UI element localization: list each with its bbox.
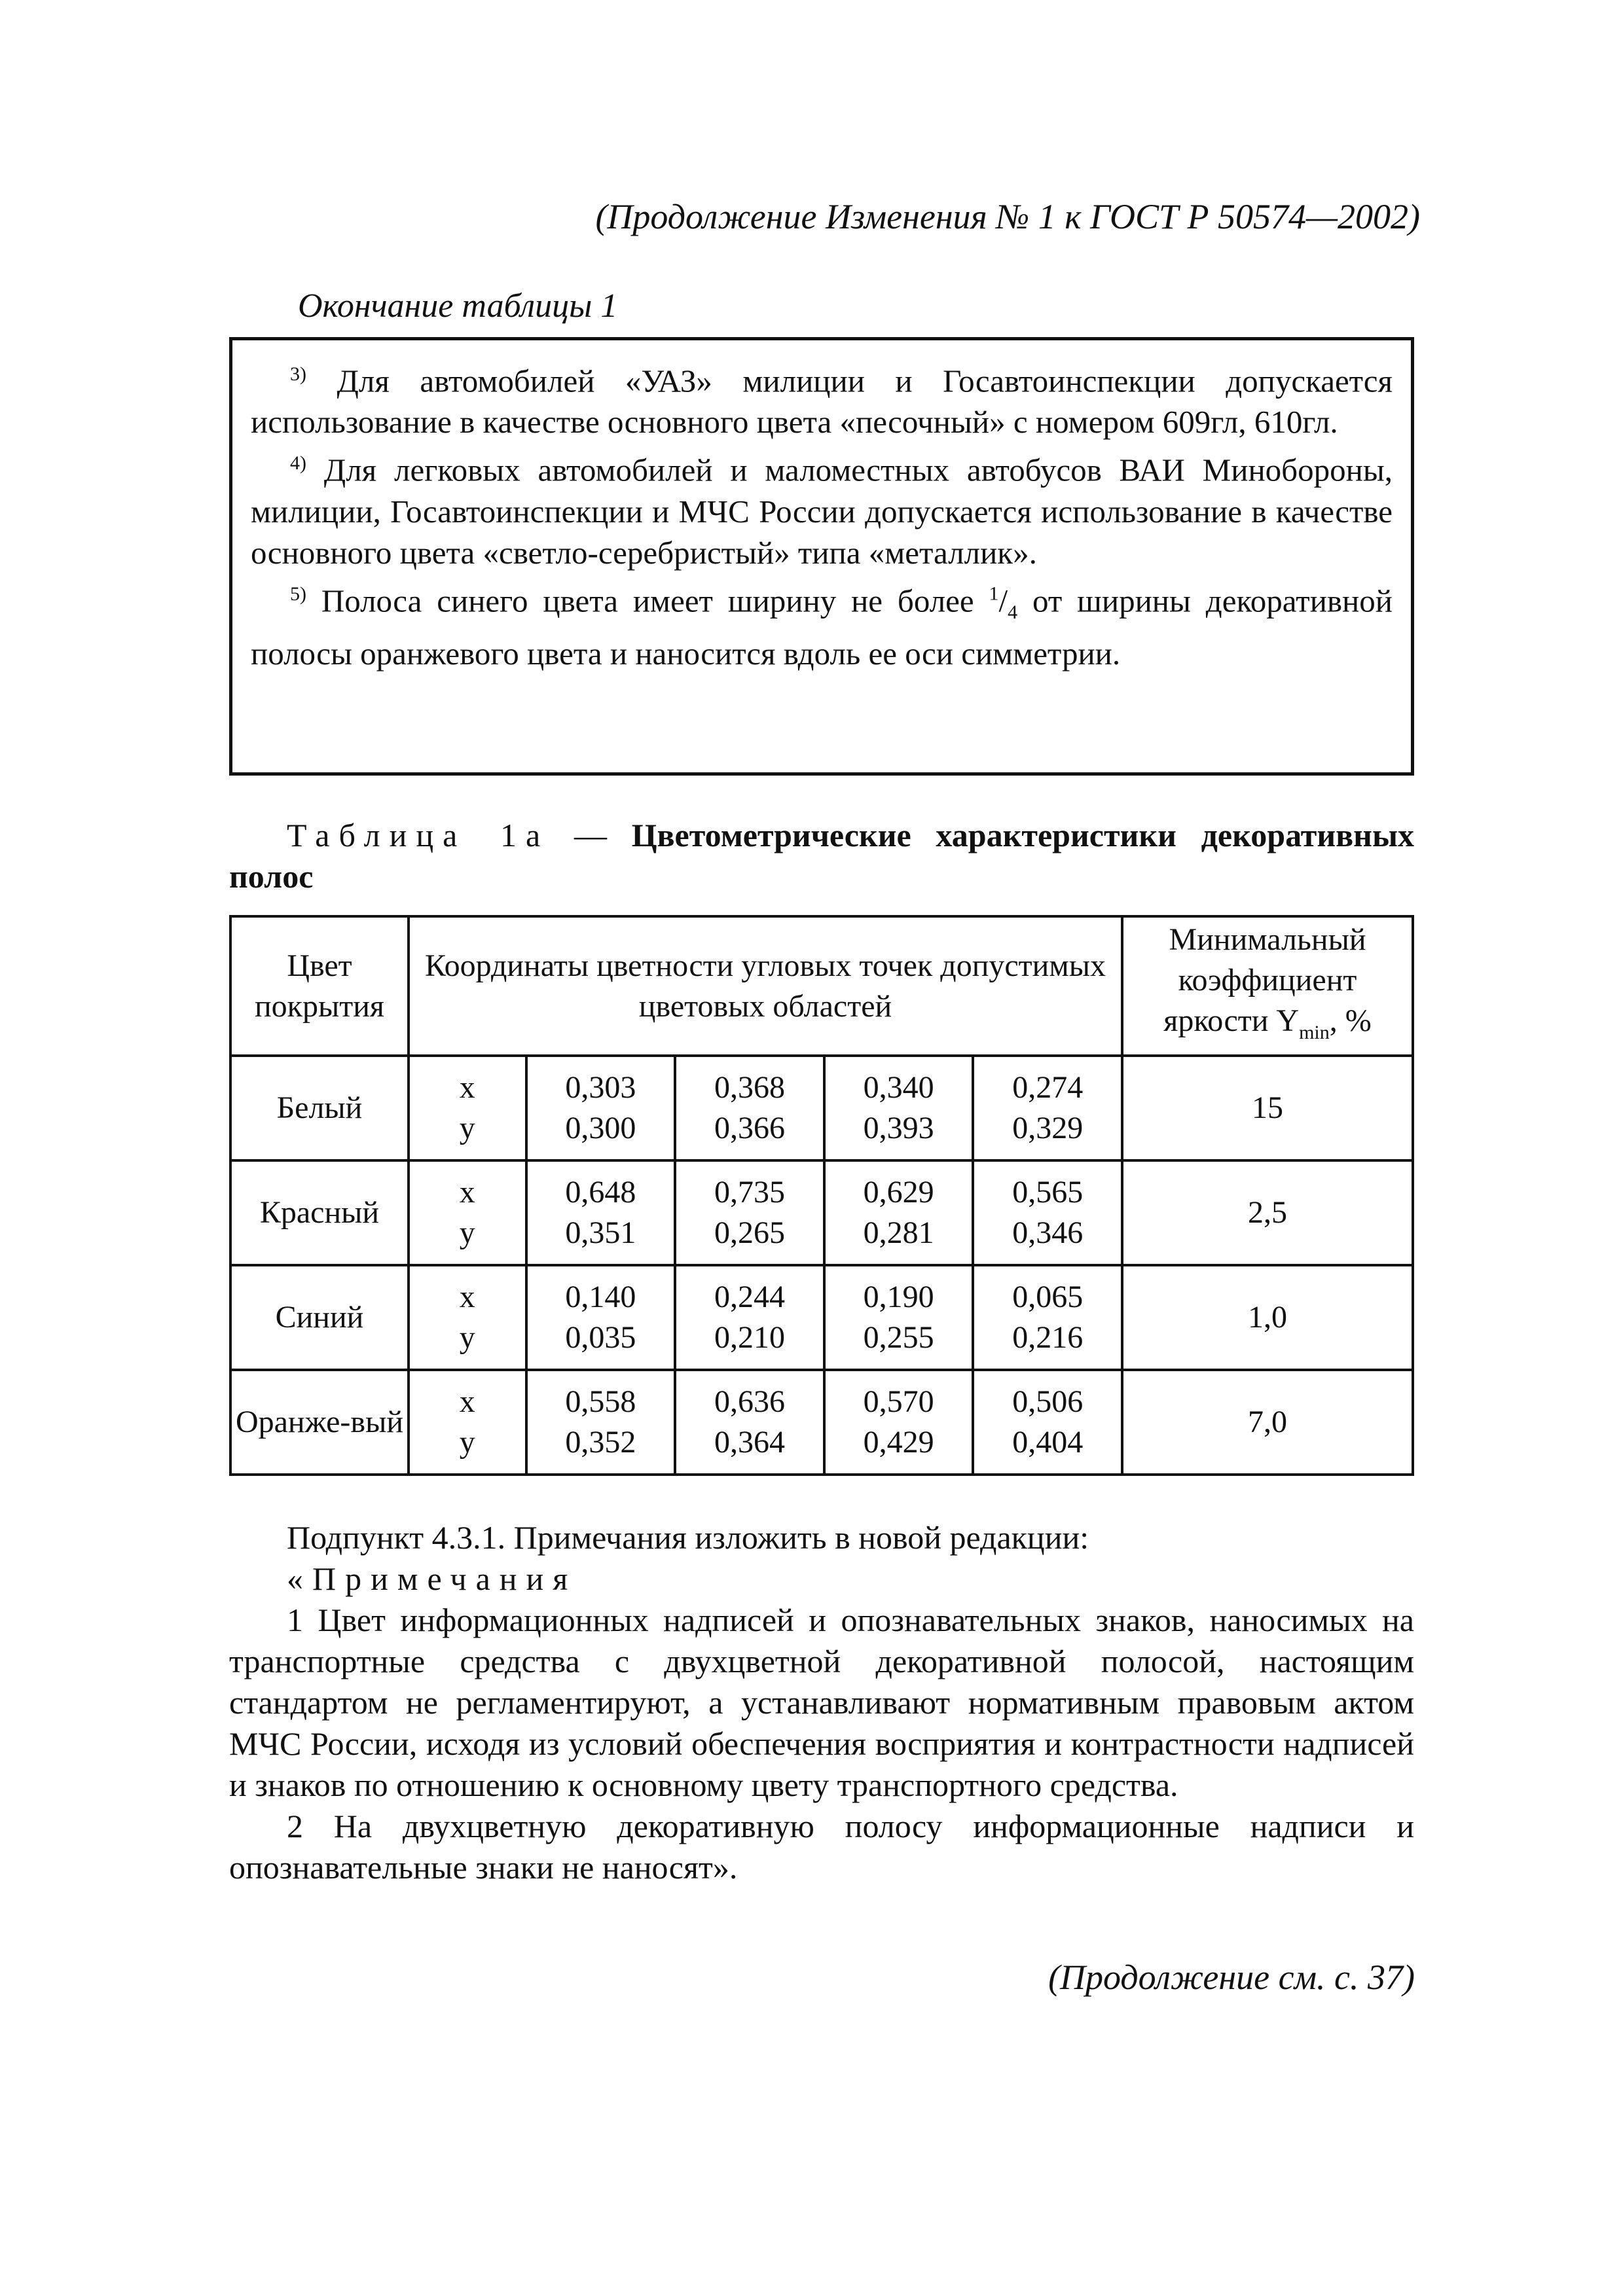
cell-axis: x y — [409, 1160, 526, 1265]
cell-ymin: 15 — [1122, 1056, 1413, 1160]
table1a-caption — [229, 815, 1414, 897]
cell-color: Оранже-вый — [230, 1370, 409, 1475]
cell-point-2: 0,368 0,366 — [675, 1056, 824, 1160]
footnote-mark: 5) — [290, 583, 306, 605]
note-1: 1 Цвет информационных надписей и опознавательных знаков, наносимых на транспортные средства с двухцветной декоративной полосой, настоящим стандартом не регламентируют, а устанавливают нормативным правовым актом МЧС России, исходя из условий обеспечения восприятия и контрастности надписей и знаков по отношению к основному цвету транспортного средства. — [229, 1602, 1414, 1803]
header-color: Цвет покрытия — [230, 916, 409, 1056]
table-row — [230, 1370, 1413, 1475]
cell-point-3: 0,340 0,393 — [824, 1056, 974, 1160]
cell-point-2: 0,735 0,265 — [675, 1160, 824, 1265]
cell-point-1: 0,303 0,300 — [526, 1056, 676, 1160]
footnote-text: Для легковых автомобилей и маломестных автобусов ВАИ Минобороны, милиции, Госавтоинспекции и МЧС России допускается использование в качестве основного цвета «светло-серебристый» типа «металлик». — [251, 452, 1393, 571]
note-2: 2 На двухцветную декоративную полосу информационные надписи и опознавательные знаки не наносят». — [229, 1808, 1414, 1886]
cell-color: Синий — [230, 1265, 409, 1370]
page-footer: (Продолжение см. с. 37) — [1048, 1958, 1415, 1997]
footnote-text: Для автомобилей «УАЗ» милиции и Госавтоинспекции допускается использование в качестве основного цвета «песочный» с номером 609гл, 610гл. — [251, 363, 1393, 440]
cell-ymin: 1,0 — [1122, 1265, 1413, 1370]
page-header: (Продолжение Изменения № 1 к ГОСТ Р 50574—2002) — [595, 197, 1420, 236]
footnote-3 — [251, 353, 1393, 442]
cell-point-2: 0,244 0,210 — [675, 1265, 824, 1370]
footnote-5 — [251, 573, 1393, 674]
footnote-text: Полоса синего цвета имеет ширину не более — [306, 582, 989, 619]
cell-point-4: 0,506 0,404 — [973, 1370, 1122, 1475]
caption-dash: — — [549, 817, 632, 853]
notes-heading: «Примечания — [287, 1560, 577, 1597]
body-text — [229, 1517, 1414, 1888]
footnote-4 — [251, 442, 1393, 573]
fraction-numerator: 1 — [989, 583, 999, 605]
footnote-text: от ширины декоративной полосы оранжевого цвета и наносится вдоль ее оси симметрии. — [251, 582, 1393, 672]
header-ymin-subscript: min — [1299, 1021, 1330, 1043]
cell-color: Красный — [230, 1160, 409, 1265]
fraction: $^1/_4$ — [989, 582, 1018, 623]
table-row — [230, 1160, 1413, 1265]
cell-point-3: 0,570 0,429 — [824, 1370, 974, 1475]
cell-color: Белый — [230, 1056, 409, 1160]
header-coords: Координаты цветности угловых точек допустимых цветовых областей — [409, 916, 1122, 1056]
cell-axis: x y — [409, 1056, 526, 1160]
table-row — [230, 1265, 1413, 1370]
cell-point-4: 0,274 0,329 — [973, 1056, 1122, 1160]
cell-axis: x y — [409, 1265, 526, 1370]
cell-point-4: 0,065 0,216 — [973, 1265, 1122, 1370]
cell-point-2: 0,636 0,364 — [675, 1370, 824, 1475]
cell-point-1: 0,648 0,351 — [526, 1160, 676, 1265]
table1-footnotes-box — [229, 337, 1414, 776]
cell-point-3: 0,629 0,281 — [824, 1160, 974, 1265]
cell-point-1: 0,558 0,352 — [526, 1370, 676, 1475]
table1a-title: Цветометрические характеристики декоративных полос — [229, 817, 1415, 895]
header-ymin — [1122, 916, 1413, 1056]
header-ymin-unit: , % — [1329, 1003, 1372, 1038]
table-header-row — [230, 916, 1413, 1056]
table1-end-caption: Окончание таблицы 1 — [298, 287, 618, 325]
header-ymin-text: Минимальный коэффициент яркости Y — [1163, 922, 1366, 1038]
subclause-text: Подпункт 4.3.1. Примечания изложить в новой редакции: — [287, 1519, 1089, 1556]
fraction-denominator: 4 — [1008, 601, 1018, 623]
cell-ymin: 2,5 — [1122, 1160, 1413, 1265]
footnote-mark: 4) — [290, 452, 306, 475]
cell-point-4: 0,565 0,346 — [973, 1160, 1122, 1265]
table1a — [229, 915, 1414, 1476]
cell-point-3: 0,190 0,255 — [824, 1265, 974, 1370]
cell-point-1: 0,140 0,035 — [526, 1265, 676, 1370]
cell-axis: x y — [409, 1370, 526, 1475]
table1a-label: Таблица 1а — [287, 817, 550, 853]
table-row — [230, 1056, 1413, 1160]
footnote-mark: 3) — [290, 363, 306, 385]
cell-ymin: 7,0 — [1122, 1370, 1413, 1475]
